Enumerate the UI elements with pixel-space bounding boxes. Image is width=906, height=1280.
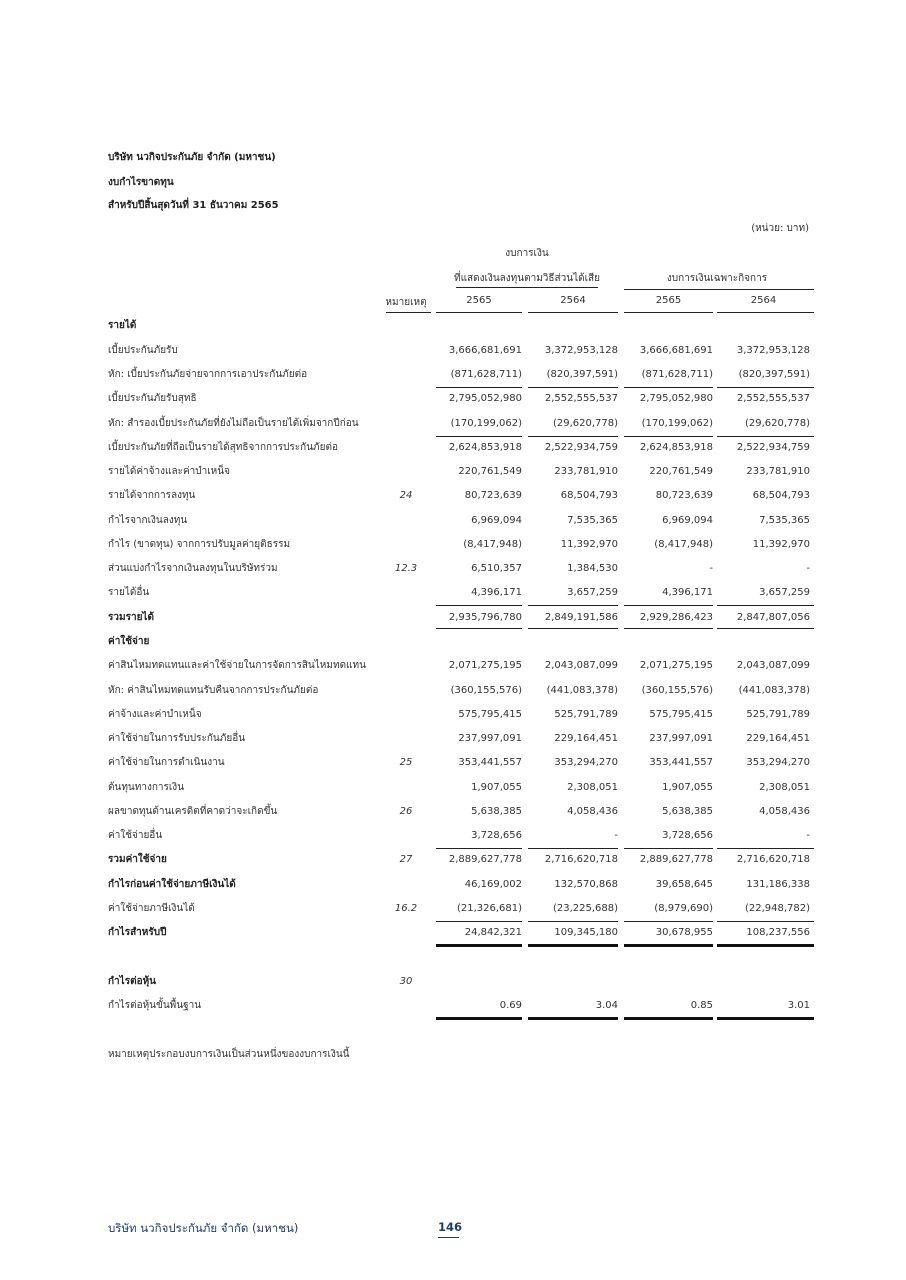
row-label: ผลขาดทุนด้านเครดิตที่คาดว่าจะเกิดขึ้น: [108, 806, 278, 817]
row-label: กำไร (ขาดทุน) จากการปรับมูลค่ายุติธรรม: [108, 539, 291, 550]
value-cell: 3,657,259: [567, 587, 618, 598]
value-cell: -: [614, 830, 618, 841]
page-number-underline: [438, 1237, 459, 1238]
row-label: หัก: ค่าสินไหมทดแทนรับคืนจากการประกันภัยต่อ: [108, 685, 319, 696]
statement-title: งบกำไรขาดทุน: [108, 177, 174, 188]
value-cell: 2,849,191,586: [544, 612, 618, 623]
value-cell: 7,535,365: [567, 515, 618, 526]
value-cell: 5,638,385: [662, 806, 713, 817]
note-column-header: หมายเหตุ: [385, 297, 427, 308]
year-header-3: 2565: [655, 295, 682, 306]
value-cell: 11,392,970: [560, 539, 618, 550]
value-cell: (441,083,378): [738, 685, 810, 696]
value-cell: 237,997,091: [458, 733, 522, 744]
value-cell: (8,417,948): [463, 539, 522, 550]
value-cell: 68,504,793: [752, 490, 810, 501]
value-cell: 3,372,953,128: [544, 345, 618, 356]
table-row: [0, 368, 906, 392]
table-row: [0, 781, 906, 805]
table-row: [0, 853, 906, 877]
value-cell: 233,781,910: [554, 466, 618, 477]
value-cell: 2,071,275,195: [639, 660, 713, 671]
value-cell: (871,628,711): [450, 369, 522, 380]
group1-heading-rule: [456, 287, 598, 288]
row-label: ค่าใช้จ่าย: [108, 636, 150, 647]
value-cell: 353,294,270: [554, 757, 618, 768]
table-row: [0, 684, 906, 708]
year-header-4: 2564: [750, 295, 777, 306]
value-cell: 220,761,549: [458, 466, 522, 477]
value-cell: 4,058,436: [567, 806, 618, 817]
value-cell: 2,308,051: [759, 782, 810, 793]
statement-period: สำหรับปีสิ้นสุดวันที่ 31 ธันวาคม 2565: [108, 200, 279, 211]
value-cell: 68,504,793: [560, 490, 618, 501]
value-cell: 5,638,385: [471, 806, 522, 817]
value-cell: (170,199,062): [450, 418, 522, 429]
value-cell: 2,929,286,423: [639, 612, 713, 623]
row-label: รายได้จากการลงทุน: [108, 490, 196, 501]
value-cell: 6,969,094: [662, 515, 713, 526]
value-cell: 229,164,451: [554, 733, 618, 744]
value-cell: 2,889,627,778: [448, 854, 522, 865]
table-row: [0, 344, 906, 368]
table-row: [0, 756, 906, 780]
value-cell: 0.69: [499, 1000, 522, 1011]
value-cell: 7,535,365: [759, 515, 810, 526]
unit-label: (หน่วย: บาท): [751, 223, 809, 234]
value-cell: (21,326,681): [456, 903, 522, 914]
row-label: ค่าใช้จ่ายในการดำเนินงาน: [108, 757, 225, 768]
value-cell: 3.01: [787, 1000, 810, 1011]
value-cell: (8,417,948): [654, 539, 713, 550]
value-cell: 2,552,555,537: [544, 393, 618, 404]
value-cell: 6,969,094: [471, 515, 522, 526]
row-label: เบี้ยประกันภัยรับสุทธิ: [108, 393, 197, 404]
value-cell: 3,657,259: [759, 587, 810, 598]
table-row: [0, 732, 906, 756]
value-cell: (871,628,711): [641, 369, 713, 380]
table-row: [0, 514, 906, 538]
row-label: ค่าใช้จ่ายในการรับประกันภัยอื่น: [108, 733, 246, 744]
value-cell: -: [806, 830, 810, 841]
value-cell: 6,510,357: [471, 563, 522, 574]
year-header-2: 2564: [560, 295, 586, 306]
value-cell: 132,570,868: [554, 879, 618, 890]
row-label: ต้นทุนทางการเงิน: [108, 782, 185, 793]
table-row: [0, 441, 906, 465]
note-ref: 25: [399, 757, 413, 768]
group1-heading-line2: ที่แสดงเงินลงทุนตามวิธีส่วนได้เสีย: [454, 273, 600, 284]
row-label: รวมรายได้: [108, 612, 154, 623]
value-cell: 525,791,789: [746, 709, 810, 720]
table-row: [0, 635, 906, 659]
value-cell: 353,441,557: [458, 757, 522, 768]
row-label: หัก: สำรองเบี้ยประกันภัยที่ยังไม่ถือเป็นรายได้เพิ่มจากปีก่อน: [108, 418, 359, 429]
table-row: [0, 829, 906, 853]
row-label: กำไรจากเงินลงทุน: [108, 515, 188, 526]
table-row: [0, 902, 906, 926]
value-cell: 2,522,934,759: [544, 442, 618, 453]
note-ref: 24: [399, 490, 413, 501]
value-cell: (360,155,576): [450, 685, 522, 696]
company-name: บริษัท นวกิจประกันภัย จำกัด (มหาชน): [108, 152, 276, 163]
value-cell: 11,392,970: [752, 539, 810, 550]
value-cell: 525,791,789: [554, 709, 618, 720]
table-row: [0, 975, 906, 999]
value-cell: 3,728,656: [471, 830, 522, 841]
row-label: รายได้: [108, 320, 137, 331]
row-label: ค่าจ้างและค่าบำเหน็จ: [108, 709, 202, 720]
page-number: 146: [438, 1220, 463, 1234]
value-cell: (360,155,576): [641, 685, 713, 696]
table-row: [0, 392, 906, 416]
value-cell: -: [709, 563, 713, 574]
value-cell: 2,624,853,918: [639, 442, 713, 453]
row-label: รายได้ค่าจ้างและค่าบำเหน็จ: [108, 466, 230, 477]
value-cell: 109,345,180: [554, 927, 618, 938]
row-label: เบี้ยประกันภัยรับ: [108, 345, 178, 356]
value-cell: 575,795,415: [458, 709, 522, 720]
row-label: กำไรต่อหุ้นขั้นพื้นฐาน: [108, 1000, 202, 1011]
value-cell: 39,658,645: [655, 879, 713, 890]
year-header-1: 2565: [466, 295, 492, 306]
value-cell: 220,761,549: [649, 466, 713, 477]
value-cell: (22,948,782): [744, 903, 810, 914]
value-cell: 229,164,451: [746, 733, 810, 744]
value-cell: 1,907,055: [662, 782, 713, 793]
value-cell: 2,716,620,718: [544, 854, 618, 865]
note-ref: 27: [399, 854, 413, 865]
table-row: [0, 659, 906, 683]
group2-heading-rule: [624, 289, 814, 290]
value-cell: 353,441,557: [649, 757, 713, 768]
value-cell: 30,678,955: [655, 927, 713, 938]
note-ref: 16.2: [394, 903, 418, 914]
table-row: [0, 708, 906, 732]
value-cell: 1,907,055: [471, 782, 522, 793]
table-row: [0, 562, 906, 586]
note-ref: 26: [399, 806, 413, 817]
table-row: [0, 586, 906, 610]
value-cell: 2,889,627,778: [639, 854, 713, 865]
value-cell: 2,043,087,099: [736, 660, 810, 671]
table-row: [0, 489, 906, 513]
row-label: เบี้ยประกันภัยที่ถือเป็นรายได้สุทธิจากการประกันภัยต่อ: [108, 442, 338, 453]
value-cell: 3,666,681,691: [448, 345, 522, 356]
note-ref: 12.3: [394, 563, 418, 574]
value-cell: 2,847,807,056: [736, 612, 810, 623]
value-cell: 46,169,002: [464, 879, 522, 890]
value-cell: 2,716,620,718: [736, 854, 810, 865]
row-label: กำไรก่อนค่าใช้จ่ายภาษีเงินได้: [108, 879, 236, 890]
row-label: ค่าใช้จ่ายอื่น: [108, 830, 163, 841]
value-cell: 2,552,555,537: [736, 393, 810, 404]
value-cell: 2,043,087,099: [544, 660, 618, 671]
row-label: ส่วนแบ่งกำไรจากเงินลงทุนในบริษัทร่วม: [108, 563, 278, 574]
table-row: [0, 805, 906, 829]
value-cell: (820,397,591): [546, 369, 618, 380]
value-cell: 4,396,171: [662, 587, 713, 598]
row-label: ค่าใช้จ่ายภาษีเงินได้: [108, 903, 195, 914]
value-cell: 108,237,556: [746, 927, 810, 938]
group1-heading-line1: งบการเงิน: [505, 248, 549, 259]
table-row: [0, 417, 906, 441]
table-row: [0, 878, 906, 902]
value-cell: 3.04: [595, 1000, 618, 1011]
value-cell: 4,058,436: [759, 806, 810, 817]
value-cell: 2,795,052,980: [639, 393, 713, 404]
table-row: [0, 465, 906, 489]
value-cell: (170,199,062): [641, 418, 713, 429]
note-ref: 30: [399, 976, 413, 987]
value-cell: 1,384,530: [567, 563, 618, 574]
value-cell: 3,728,656: [662, 830, 713, 841]
value-cell: 575,795,415: [649, 709, 713, 720]
value-cell: (820,397,591): [738, 369, 810, 380]
value-cell: 2,308,051: [567, 782, 618, 793]
footer-company: บริษัท นวกิจประกันภัย จำกัด (มหาชน): [108, 1221, 299, 1235]
value-cell: 2,795,052,980: [448, 393, 522, 404]
table-row: [0, 319, 906, 343]
value-cell: 2,624,853,918: [448, 442, 522, 453]
row-label: กำไรสำหรับปี: [108, 927, 167, 938]
value-cell: 0.85: [690, 1000, 713, 1011]
value-cell: (29,620,778): [552, 418, 618, 429]
value-cell: (441,083,378): [546, 685, 618, 696]
table-row: [0, 611, 906, 635]
value-cell: -: [806, 563, 810, 574]
value-cell: 2,935,796,780: [448, 612, 522, 623]
value-cell: 3,372,953,128: [736, 345, 810, 356]
value-cell: 131,186,338: [746, 879, 810, 890]
value-cell: 237,997,091: [649, 733, 713, 744]
row-label: รายได้อื่น: [108, 587, 150, 598]
value-cell: 80,723,639: [655, 490, 713, 501]
row-label: กำไรต่อหุ้น: [108, 976, 156, 987]
value-cell: (23,225,688): [552, 903, 618, 914]
value-cell: 2,522,934,759: [736, 442, 810, 453]
footnote: หมายเหตุประกอบงบการเงินเป็นส่วนหนึ่งของงบการเงินนี้: [108, 1049, 350, 1060]
value-cell: 4,396,171: [471, 587, 522, 598]
value-cell: 233,781,910: [746, 466, 810, 477]
value-cell: (8,979,690): [654, 903, 713, 914]
row-label: ค่าสินไหมทดแทนและค่าใช้จ่ายในการจัดการสินไหมทดแทน: [108, 660, 366, 671]
value-cell: (29,620,778): [744, 418, 810, 429]
group2-heading: งบการเงินเฉพาะกิจการ: [666, 273, 768, 284]
row-label: หัก: เบี้ยประกันภัยจ่ายจากการเอาประกันภัยต่อ: [108, 369, 308, 380]
value-cell: 24,842,321: [464, 927, 522, 938]
table-row: [0, 538, 906, 562]
value-cell: 2,071,275,195: [448, 660, 522, 671]
row-label: รวมค่าใช้จ่าย: [108, 854, 167, 865]
value-cell: 80,723,639: [464, 490, 522, 501]
value-cell: 353,294,270: [746, 757, 810, 768]
value-cell: 3,666,681,691: [639, 345, 713, 356]
